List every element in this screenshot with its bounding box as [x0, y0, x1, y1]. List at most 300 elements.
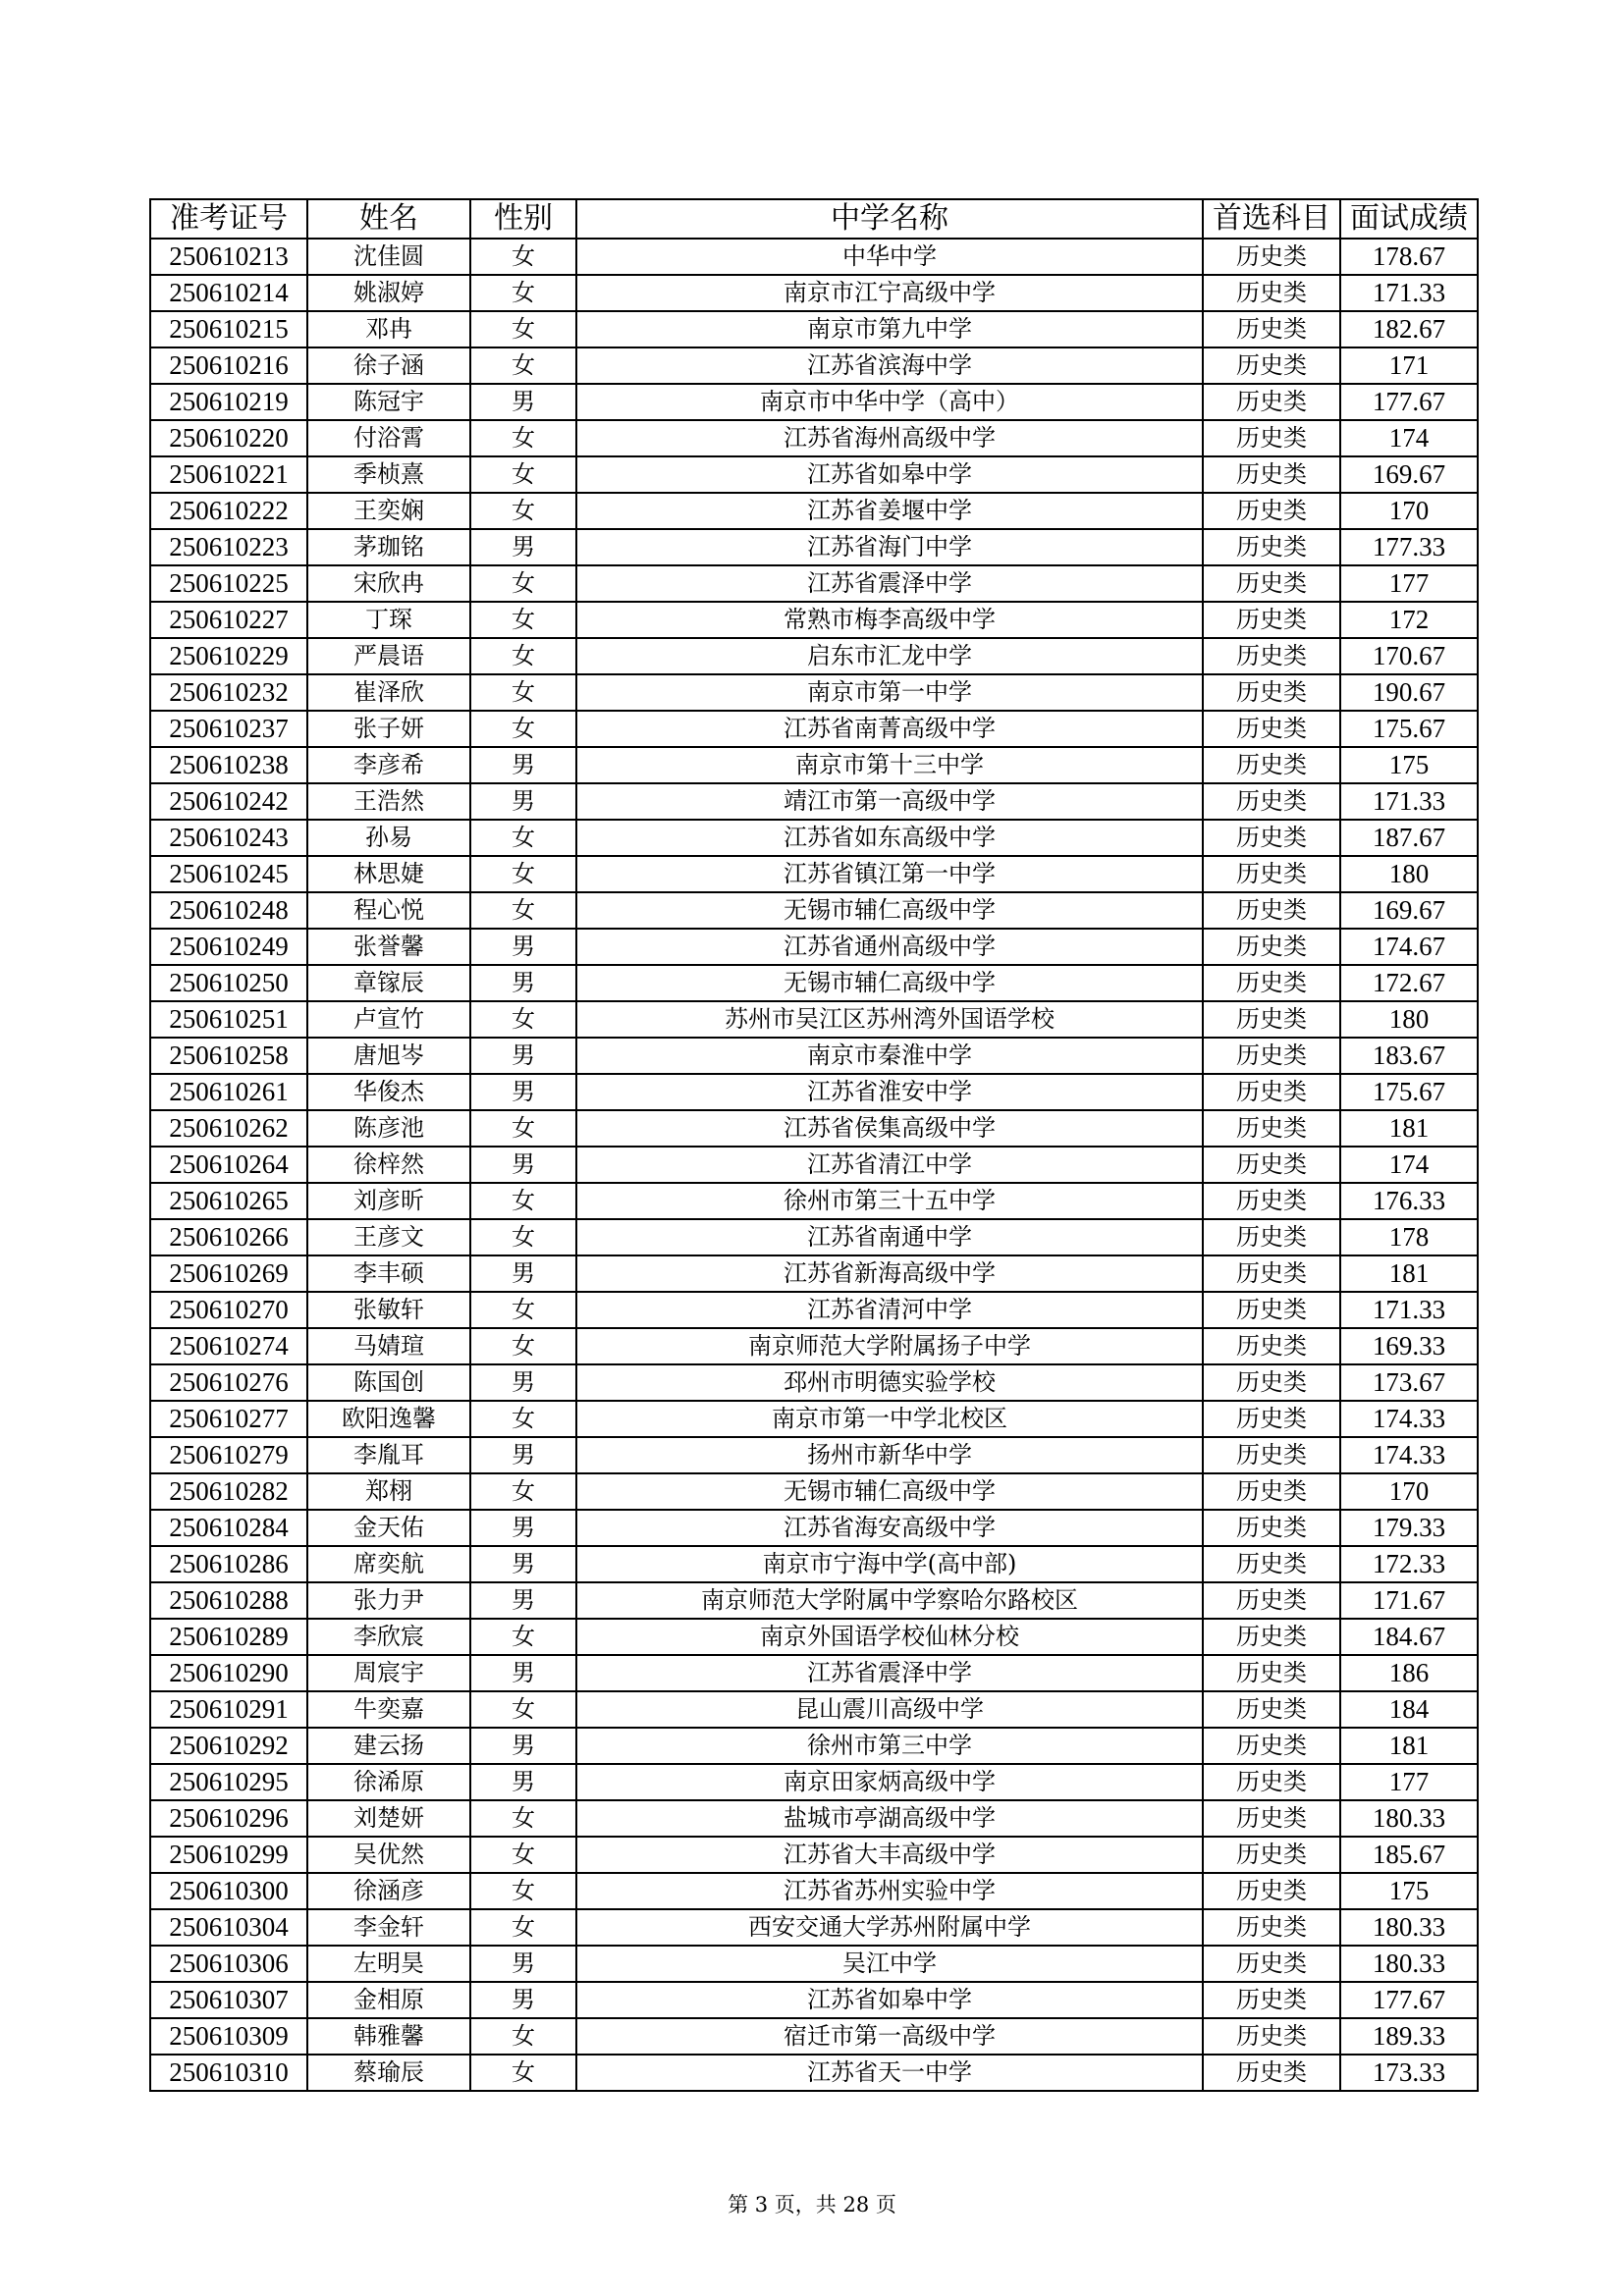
exam-id-cell: 250610286 [150, 1546, 307, 1582]
name-cell: 李丰硕 [307, 1255, 470, 1292]
school-cell: 靖江市第一高级中学 [576, 783, 1203, 820]
subject-cell: 历史类 [1203, 1473, 1340, 1510]
gender-cell: 男 [470, 1038, 576, 1074]
gender-cell: 女 [470, 892, 576, 929]
table-row [150, 1728, 1478, 1764]
subject-cell: 历史类 [1203, 1764, 1340, 1800]
table-row [150, 493, 1478, 529]
subject-cell: 历史类 [1203, 602, 1340, 638]
school-cell: 南京市宁海中学(高中部) [576, 1546, 1203, 1582]
exam-id-cell: 250610295 [150, 1764, 307, 1800]
gender-cell: 男 [470, 929, 576, 965]
table-header-row [150, 199, 1478, 239]
gender-cell: 女 [470, 565, 576, 602]
score-cell: 175 [1340, 747, 1478, 783]
exam-id-cell: 250610292 [150, 1728, 307, 1764]
school-cell: 吴江中学 [576, 1946, 1203, 1982]
gender-cell: 女 [470, 2018, 576, 2055]
name-cell: 宋欣冉 [307, 565, 470, 602]
score-cell: 183.67 [1340, 1038, 1478, 1074]
subject-cell: 历史类 [1203, 1074, 1340, 1110]
gender-cell: 男 [470, 965, 576, 1001]
table-row [150, 747, 1478, 783]
name-cell: 王奕娴 [307, 493, 470, 529]
table-row [150, 1582, 1478, 1619]
score-cell: 180.33 [1340, 1946, 1478, 1982]
gender-cell: 男 [470, 1728, 576, 1764]
school-cell: 昆山震川高级中学 [576, 1691, 1203, 1728]
name-cell: 严晨语 [307, 638, 470, 674]
exam-id-cell: 250610310 [150, 2055, 307, 2091]
score-cell: 170 [1340, 493, 1478, 529]
subject-cell: 历史类 [1203, 1837, 1340, 1873]
gender-cell: 男 [470, 1510, 576, 1546]
table-row [150, 674, 1478, 711]
subject-cell: 历史类 [1203, 965, 1340, 1001]
school-cell: 南京师范大学附属中学察哈尔路校区 [576, 1582, 1203, 1619]
subject-cell: 历史类 [1203, 1510, 1340, 1546]
table-row [150, 1001, 1478, 1038]
school-cell: 南京市第九中学 [576, 311, 1203, 347]
name-cell: 沈佳圆 [307, 239, 470, 275]
school-cell: 江苏省震泽中学 [576, 565, 1203, 602]
name-cell: 徐涵彦 [307, 1873, 470, 1909]
gender-cell: 男 [470, 529, 576, 565]
score-cell: 174 [1340, 420, 1478, 456]
exam-id-cell: 250610223 [150, 529, 307, 565]
gender-cell: 女 [470, 1800, 576, 1837]
name-cell: 王彦文 [307, 1219, 470, 1255]
name-cell: 章镓辰 [307, 965, 470, 1001]
exam-id-cell: 250610262 [150, 1110, 307, 1147]
school-cell: 江苏省震泽中学 [576, 1655, 1203, 1691]
name-cell: 建云扬 [307, 1728, 470, 1764]
exam-id-cell: 250610289 [150, 1619, 307, 1655]
school-cell: 无锡市辅仁高级中学 [576, 1473, 1203, 1510]
name-cell: 唐旭岑 [307, 1038, 470, 1074]
score-cell: 184 [1340, 1691, 1478, 1728]
subject-cell: 历史类 [1203, 1401, 1340, 1437]
gender-cell: 女 [470, 2055, 576, 2091]
exam-id-cell: 250610306 [150, 1946, 307, 1982]
school-cell: 启东市汇龙中学 [576, 638, 1203, 674]
gender-cell: 男 [470, 1147, 576, 1183]
subject-cell: 历史类 [1203, 529, 1340, 565]
table-row [150, 1764, 1478, 1800]
table-row [150, 965, 1478, 1001]
subject-cell: 历史类 [1203, 820, 1340, 856]
school-cell: 南京市秦淮中学 [576, 1038, 1203, 1074]
score-cell: 171 [1340, 347, 1478, 384]
score-cell: 180.33 [1340, 1800, 1478, 1837]
score-cell: 170.67 [1340, 638, 1478, 674]
exam-id-cell: 250610214 [150, 275, 307, 311]
name-cell: 徐子涵 [307, 347, 470, 384]
school-cell: 江苏省淮安中学 [576, 1074, 1203, 1110]
table-row [150, 1401, 1478, 1437]
subject-cell: 历史类 [1203, 275, 1340, 311]
gender-cell: 女 [470, 674, 576, 711]
gender-cell: 女 [470, 638, 576, 674]
score-cell: 177.67 [1340, 384, 1478, 420]
score-cell: 174.33 [1340, 1437, 1478, 1473]
name-cell: 张子妍 [307, 711, 470, 747]
table-row [150, 602, 1478, 638]
subject-cell: 历史类 [1203, 929, 1340, 965]
score-cell: 169.67 [1340, 892, 1478, 929]
table-row [150, 456, 1478, 493]
exam-id-cell: 250610220 [150, 420, 307, 456]
school-cell: 南京田家炳高级中学 [576, 1764, 1203, 1800]
gender-cell: 女 [470, 1619, 576, 1655]
name-cell: 李欣宸 [307, 1619, 470, 1655]
school-cell: 南京市第一中学北校区 [576, 1401, 1203, 1437]
name-cell: 金天佑 [307, 1510, 470, 1546]
gender-cell: 男 [470, 1946, 576, 1982]
score-cell: 171.67 [1340, 1582, 1478, 1619]
exam-id-cell: 250610245 [150, 856, 307, 892]
gender-cell: 女 [470, 1328, 576, 1364]
school-cell: 南京市江宁高级中学 [576, 275, 1203, 311]
page-number: 第 3 页，共 28 页 [728, 2193, 896, 2216]
score-cell: 171.33 [1340, 783, 1478, 820]
school-cell: 盐城市亭湖高级中学 [576, 1800, 1203, 1837]
name-cell: 马婧瑄 [307, 1328, 470, 1364]
exam-id-cell: 250610304 [150, 1909, 307, 1946]
name-cell: 张敏轩 [307, 1292, 470, 1328]
table-row [150, 856, 1478, 892]
score-cell: 177.67 [1340, 1982, 1478, 2018]
table-row [150, 1219, 1478, 1255]
school-cell: 江苏省南通中学 [576, 1219, 1203, 1255]
gender-cell: 女 [470, 1183, 576, 1219]
exam-id-cell: 250610249 [150, 929, 307, 965]
table-row [150, 820, 1478, 856]
gender-cell: 女 [470, 420, 576, 456]
table-body [150, 239, 1478, 2091]
score-cell: 172.67 [1340, 965, 1478, 1001]
subject-cell: 历史类 [1203, 674, 1340, 711]
score-cell: 172.33 [1340, 1546, 1478, 1582]
subject-cell: 历史类 [1203, 1255, 1340, 1292]
name-cell: 韩雅馨 [307, 2018, 470, 2055]
subject-cell: 历史类 [1203, 1873, 1340, 1909]
admission-score-table [149, 198, 1479, 2092]
exam-id-cell: 250610274 [150, 1328, 307, 1364]
score-cell: 180.33 [1340, 1909, 1478, 1946]
gender-cell: 男 [470, 747, 576, 783]
name-cell: 金相原 [307, 1982, 470, 2018]
table-row [150, 638, 1478, 674]
gender-cell: 女 [470, 311, 576, 347]
subject-cell: 历史类 [1203, 1001, 1340, 1038]
exam-id-cell: 250610227 [150, 602, 307, 638]
school-cell: 江苏省海安高级中学 [576, 1510, 1203, 1546]
table-row [150, 892, 1478, 929]
name-cell: 林思婕 [307, 856, 470, 892]
subject-cell: 历史类 [1203, 1110, 1340, 1147]
gender-cell: 男 [470, 783, 576, 820]
exam-id-cell: 250610232 [150, 674, 307, 711]
exam-id-cell: 250610279 [150, 1437, 307, 1473]
school-cell: 江苏省南菁高级中学 [576, 711, 1203, 747]
school-cell: 江苏省新海高级中学 [576, 1255, 1203, 1292]
score-cell: 169.33 [1340, 1328, 1478, 1364]
school-cell: 南京师范大学附属扬子中学 [576, 1328, 1203, 1364]
subject-cell: 历史类 [1203, 1038, 1340, 1074]
score-cell: 173.33 [1340, 2055, 1478, 2091]
gender-cell: 女 [470, 602, 576, 638]
name-cell: 席奕航 [307, 1546, 470, 1582]
school-cell: 江苏省滨海中学 [576, 347, 1203, 384]
score-cell: 176.33 [1340, 1183, 1478, 1219]
exam-id-cell: 250610229 [150, 638, 307, 674]
exam-id-cell: 250610264 [150, 1147, 307, 1183]
score-cell: 178.67 [1340, 239, 1478, 275]
subject-cell: 历史类 [1203, 783, 1340, 820]
gender-cell: 女 [470, 1292, 576, 1328]
header-subject: 首选科目 [1203, 199, 1340, 239]
school-cell: 江苏省通州高级中学 [576, 929, 1203, 965]
gender-cell: 女 [470, 1401, 576, 1437]
subject-cell: 历史类 [1203, 1546, 1340, 1582]
header-name: 姓名 [307, 199, 470, 239]
table-row [150, 1873, 1478, 1909]
score-cell: 173.67 [1340, 1364, 1478, 1401]
score-cell: 180 [1340, 856, 1478, 892]
subject-cell: 历史类 [1203, 1183, 1340, 1219]
exam-id-cell: 250610300 [150, 1873, 307, 1909]
table-row [150, 1147, 1478, 1183]
score-cell: 189.33 [1340, 2018, 1478, 2055]
exam-id-cell: 250610282 [150, 1473, 307, 1510]
exam-id-cell: 250610288 [150, 1582, 307, 1619]
exam-id-cell: 250610225 [150, 565, 307, 602]
table-row [150, 1909, 1478, 1946]
score-cell: 177 [1340, 1764, 1478, 1800]
exam-id-cell: 250610238 [150, 747, 307, 783]
school-cell: 江苏省如皋中学 [576, 456, 1203, 493]
school-cell: 常熟市梅李高级中学 [576, 602, 1203, 638]
school-cell: 南京市第十三中学 [576, 747, 1203, 783]
name-cell: 程心悦 [307, 892, 470, 929]
table-row [150, 1473, 1478, 1510]
table-row [150, 1328, 1478, 1364]
name-cell: 张力尹 [307, 1582, 470, 1619]
score-cell: 182.67 [1340, 311, 1478, 347]
subject-cell: 历史类 [1203, 1619, 1340, 1655]
exam-id-cell: 250610213 [150, 239, 307, 275]
subject-cell: 历史类 [1203, 347, 1340, 384]
subject-cell: 历史类 [1203, 1437, 1340, 1473]
school-cell: 徐州市第三十五中学 [576, 1183, 1203, 1219]
score-cell: 174.67 [1340, 929, 1478, 965]
subject-cell: 历史类 [1203, 420, 1340, 456]
exam-id-cell: 250610284 [150, 1510, 307, 1546]
exam-id-cell: 250610291 [150, 1691, 307, 1728]
score-cell: 181 [1340, 1728, 1478, 1764]
school-cell: 南京外国语学校仙林分校 [576, 1619, 1203, 1655]
subject-cell: 历史类 [1203, 1728, 1340, 1764]
school-cell: 江苏省海州高级中学 [576, 420, 1203, 456]
gender-cell: 男 [470, 1764, 576, 1800]
subject-cell: 历史类 [1203, 2018, 1340, 2055]
table-row [150, 1038, 1478, 1074]
exam-id-cell: 250610216 [150, 347, 307, 384]
name-cell: 华俊杰 [307, 1074, 470, 1110]
gender-cell: 女 [470, 856, 576, 892]
table-row [150, 2055, 1478, 2091]
subject-cell: 历史类 [1203, 856, 1340, 892]
name-cell: 丁琛 [307, 602, 470, 638]
score-cell: 178 [1340, 1219, 1478, 1255]
table-row [150, 711, 1478, 747]
school-cell: 邳州市明德实验学校 [576, 1364, 1203, 1401]
exam-id-cell: 250610307 [150, 1982, 307, 2018]
score-cell: 175.67 [1340, 711, 1478, 747]
table-row [150, 1074, 1478, 1110]
score-cell: 174 [1340, 1147, 1478, 1183]
subject-cell: 历史类 [1203, 2055, 1340, 2091]
exam-id-cell: 250610261 [150, 1074, 307, 1110]
gender-cell: 女 [470, 1001, 576, 1038]
exam-id-cell: 250610237 [150, 711, 307, 747]
exam-id-cell: 250610243 [150, 820, 307, 856]
subject-cell: 历史类 [1203, 711, 1340, 747]
header-score: 面试成绩 [1340, 199, 1478, 239]
name-cell: 吴优然 [307, 1837, 470, 1873]
name-cell: 李胤耳 [307, 1437, 470, 1473]
table-row [150, 1110, 1478, 1147]
table-row [150, 2018, 1478, 2055]
name-cell: 刘楚妍 [307, 1800, 470, 1837]
subject-cell: 历史类 [1203, 1147, 1340, 1183]
exam-id-cell: 250610242 [150, 783, 307, 820]
score-cell: 169.67 [1340, 456, 1478, 493]
table-row [150, 1183, 1478, 1219]
gender-cell: 女 [470, 1909, 576, 1946]
subject-cell: 历史类 [1203, 1982, 1340, 2018]
name-cell: 蔡瑜辰 [307, 2055, 470, 2091]
gender-cell: 女 [470, 1837, 576, 1873]
gender-cell: 女 [470, 347, 576, 384]
score-cell: 190.67 [1340, 674, 1478, 711]
name-cell: 张誉馨 [307, 929, 470, 965]
score-cell: 175 [1340, 1873, 1478, 1909]
table-row [150, 1982, 1478, 2018]
school-cell: 江苏省侯集高级中学 [576, 1110, 1203, 1147]
score-cell: 180 [1340, 1001, 1478, 1038]
score-cell: 184.67 [1340, 1619, 1478, 1655]
score-cell: 175.67 [1340, 1074, 1478, 1110]
score-cell: 181 [1340, 1255, 1478, 1292]
exam-id-cell: 250610269 [150, 1255, 307, 1292]
exam-id-cell: 250610299 [150, 1837, 307, 1873]
table-row [150, 347, 1478, 384]
score-cell: 177 [1340, 565, 1478, 602]
gender-cell: 女 [470, 1473, 576, 1510]
score-cell: 170 [1340, 1473, 1478, 1510]
subject-cell: 历史类 [1203, 1800, 1340, 1837]
subject-cell: 历史类 [1203, 1364, 1340, 1401]
gender-cell: 男 [470, 1437, 576, 1473]
gender-cell: 男 [470, 384, 576, 420]
score-cell: 179.33 [1340, 1510, 1478, 1546]
subject-cell: 历史类 [1203, 1582, 1340, 1619]
exam-id-cell: 250610248 [150, 892, 307, 929]
exam-id-cell: 250610277 [150, 1401, 307, 1437]
table-row [150, 311, 1478, 347]
gender-cell: 女 [470, 275, 576, 311]
school-cell: 江苏省如东高级中学 [576, 820, 1203, 856]
school-cell: 西安交通大学苏州附属中学 [576, 1909, 1203, 1946]
subject-cell: 历史类 [1203, 456, 1340, 493]
table-row [150, 1837, 1478, 1873]
gender-cell: 男 [470, 1255, 576, 1292]
subject-cell: 历史类 [1203, 239, 1340, 275]
gender-cell: 女 [470, 1110, 576, 1147]
exam-id-cell: 250610221 [150, 456, 307, 493]
name-cell: 陈冠宇 [307, 384, 470, 420]
score-cell: 187.67 [1340, 820, 1478, 856]
school-cell: 南京市中华中学（高中） [576, 384, 1203, 420]
table-row [150, 384, 1478, 420]
score-cell: 171.33 [1340, 1292, 1478, 1328]
subject-cell: 历史类 [1203, 892, 1340, 929]
table-row [150, 420, 1478, 456]
exam-id-cell: 250610265 [150, 1183, 307, 1219]
exam-id-cell: 250610276 [150, 1364, 307, 1401]
school-cell: 江苏省清河中学 [576, 1292, 1203, 1328]
table-row [150, 529, 1478, 565]
subject-cell: 历史类 [1203, 493, 1340, 529]
subject-cell: 历史类 [1203, 311, 1340, 347]
table-row [150, 565, 1478, 602]
table-row [150, 1619, 1478, 1655]
subject-cell: 历史类 [1203, 1691, 1340, 1728]
name-cell: 徐梓然 [307, 1147, 470, 1183]
gender-cell: 男 [470, 1074, 576, 1110]
name-cell: 李金轩 [307, 1909, 470, 1946]
table-row [150, 1510, 1478, 1546]
gender-cell: 男 [470, 1364, 576, 1401]
subject-cell: 历史类 [1203, 565, 1340, 602]
gender-cell: 女 [470, 1873, 576, 1909]
table-row [150, 929, 1478, 965]
name-cell: 茅珈铭 [307, 529, 470, 565]
name-cell: 姚淑婷 [307, 275, 470, 311]
gender-cell: 男 [470, 1655, 576, 1691]
gender-cell: 女 [470, 711, 576, 747]
score-cell: 177.33 [1340, 529, 1478, 565]
school-cell: 江苏省镇江第一中学 [576, 856, 1203, 892]
score-cell: 172 [1340, 602, 1478, 638]
name-cell: 左明昊 [307, 1946, 470, 1982]
exam-id-cell: 250610258 [150, 1038, 307, 1074]
exam-id-cell: 250610266 [150, 1219, 307, 1255]
name-cell: 陈国创 [307, 1364, 470, 1401]
school-cell: 江苏省清江中学 [576, 1147, 1203, 1183]
school-cell: 无锡市辅仁高级中学 [576, 965, 1203, 1001]
gender-cell: 女 [470, 1691, 576, 1728]
score-cell: 186 [1340, 1655, 1478, 1691]
school-cell: 江苏省苏州实验中学 [576, 1873, 1203, 1909]
table-row [150, 1946, 1478, 1982]
subject-cell: 历史类 [1203, 1655, 1340, 1691]
table-row [150, 1255, 1478, 1292]
subject-cell: 历史类 [1203, 1292, 1340, 1328]
subject-cell: 历史类 [1203, 384, 1340, 420]
